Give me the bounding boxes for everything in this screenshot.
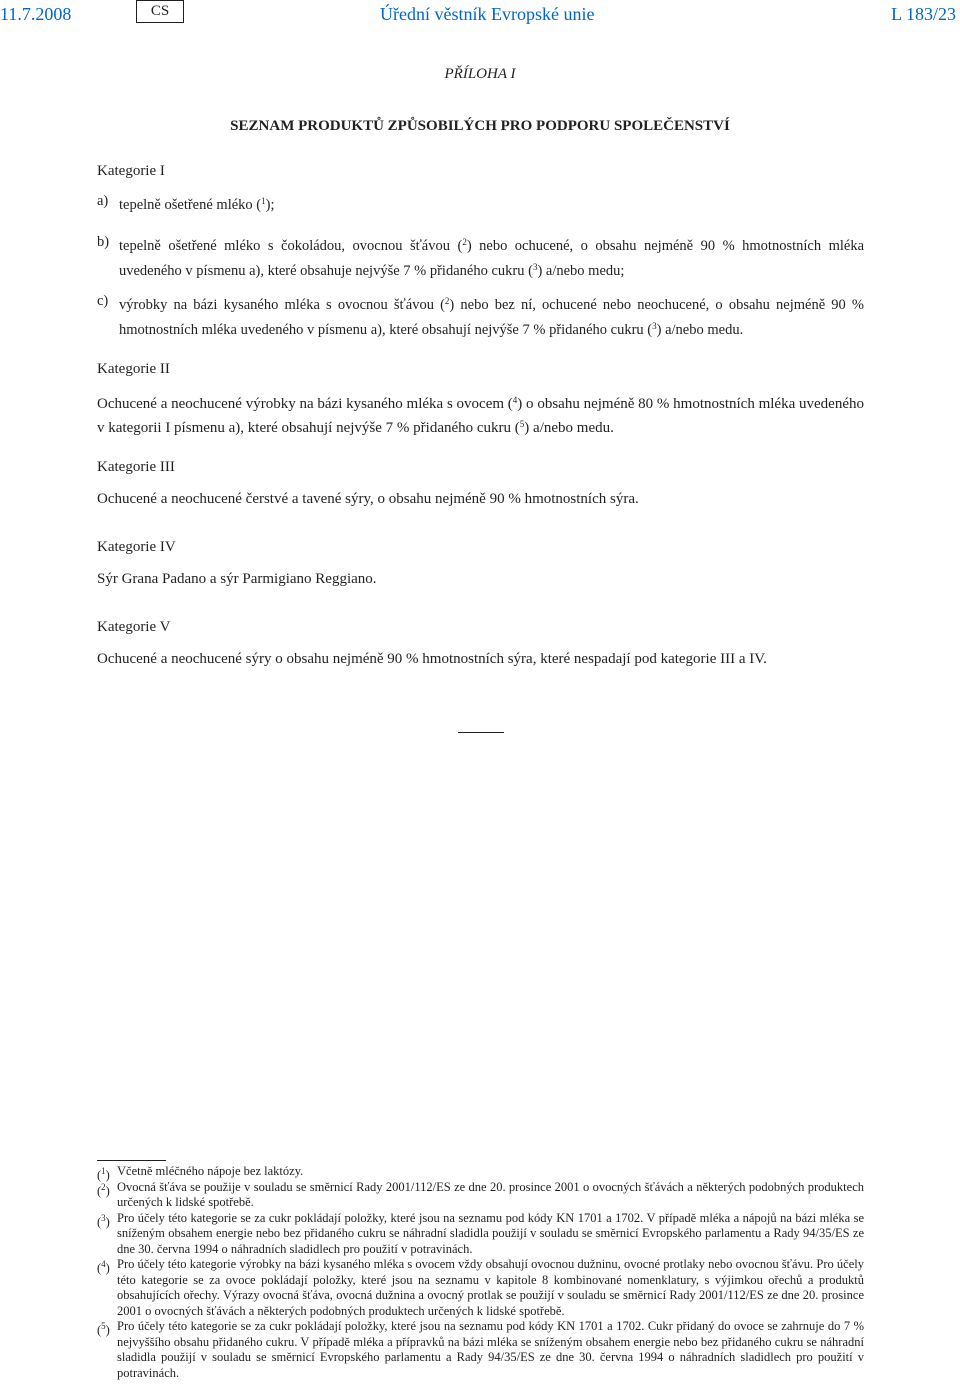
item-label: c) <box>97 293 109 309</box>
footnote-divider <box>97 1160 166 1161</box>
category-2-text: Ochucené a neochucené výrobky na bázi kysaného mléka s ovocem ($^4$) o obsahu nejméně 80 % hmotnostních mléka uvedeného v kategorii I písmenu a), které obsahují nejvýše 7 % přidaného cukru ($^5$) a/nebo medu. <box>97 395 864 436</box>
journal-title: Úřední věstník Evropské unie <box>380 4 595 24</box>
category-2-heading: Kategorie II <box>97 361 170 377</box>
annex-title: PŘÍLOHA I <box>444 66 516 82</box>
category-5-text: Ochucené a neochucené sýry o obsahu nejméně 90 % hmotnostních sýra, které nespadají pod kategorie III a IV. <box>97 651 767 667</box>
footnote-1: ($^1$) Včetně mléčného nápoje bez laktózy. <box>97 1164 304 1182</box>
category-3-text: Ochucené a neochucené čerstvé a tavené sýry, o obsahu nejméně 90 % hmotnostních sýra. <box>97 491 639 507</box>
footnote-text: Pro účely této kategorie výrobky na bázi kysaného mléka s ovocem vždy obsahují ovocnou dužninu, ovocné protlaky nebo ovocnou šťávu. Pro účely této kategorie se za ovoce pokládají položky, které jsou na seznamu v kapitole 8 kombinované nomenklatury, s výjimkou ořechů a produktů obsahujících ořechy. Výrazy ovocná šťáva, ovocná dužnina a ovocný protlak se použijí v souladu se směrnicí Rady 2001/112/ES ze dne 20. prosince 2001 o ovocných šťávách a některých podobných produktech určených k lidské spotřebě. <box>117 1257 864 1318</box>
footnote-ref: 5 <box>519 419 525 429</box>
item-text: tepelně ošetřené mléko ($^1$); <box>119 196 275 213</box>
document-title: SEZNAM PRODUKTŮ ZPŮSOBILÝCH PRO PODPORU SPOLEČENSTVÍ <box>230 118 730 134</box>
footnote-5: ($^5$) Pro účely této kategorie se za cukr pokládají položky, které jsou na seznamu pod kódy KN 1701 a 1702. Cukr přidaný do ovoce se zahrnuje do 7 % nejvyššího obsahu přidaného cukru. V případě mléka a přípravků na bázi mléka se sníženým obsahem energie nebo bez přidaného cukru se náhradní sladidla použijí v souladu se směrnicí Evropského parlamentu a Rady 94/35/ES ze dne 30. června 1994 o náhradních sladidlech pro použití v potravinách. <box>97 1319 864 1380</box>
footnote-ref: 2 <box>444 296 450 306</box>
footnote-ref: 3 <box>652 321 657 331</box>
footnote-ref: 2 <box>462 237 467 247</box>
category-5-heading: Kategorie V <box>97 619 171 635</box>
footnote-4: ($^4$) Pro účely této kategorie výrobky na bázi kysaného mléka s ovocem vždy obsahují ovocnou dužninu, ovocné protlaky nebo ovocnou šťávu. Pro účely této kategorie se za ovoce pokládají položky, které jsou na seznamu v kapitole 8 kombinované nomenklatury, s výjimkou ořechů a produktů obsahujících ořechy. Výrazy ovocná šťáva, ovocná dužnina a ovocný protlak se použijí v souladu se směrnicí Rady 2001/112/ES ze dne 20. prosince 2001 o ovocných šťávách a některých podobných produktech určených k lidské spotřebě. <box>97 1257 864 1318</box>
category-4-text: Sýr Grana Padano a sýr Parmigiano Reggiano. <box>97 571 377 587</box>
footnote-ref: 4 <box>512 395 518 405</box>
category-3-heading: Kategorie III <box>97 459 175 475</box>
item-label: b) <box>97 234 110 250</box>
footnote-3: ($^3$) Pro účely této kategorie se za cukr pokládají položky, které jsou na seznamu pod kódy KN 1701 a 1702. V případě mléka a nápojů na bázi mléka se sníženým obsahem energie nebo bez přidaného cukru se náhradní sladidla použijí v souladu se směrnicí Evropského parlamentu a Rady 94/35/ES ze dne 30. června 1994 o náhradních sladidlech pro použití v potravinách. <box>97 1210 864 1256</box>
footnotes <box>97 1164 864 1381</box>
end-divider <box>458 732 504 733</box>
item-text: tepelně ošetřené mléko s čokoládou, ovocnou šťávou ($^2$) nebo ochucené, o obsahu nejméně 90 % hmotnostních mléka uvedeného v písmenu a), které obsahuje nejvýše 7 % přidaného cukru ($^3$) a/nebo medu; <box>119 237 865 279</box>
publication-date: 11.7.2008 <box>0 4 72 24</box>
footnote-2: ($^2$) Ovocná šťáva se použije v souladu se směrnicí Rady 2001/112/ES ze dne 20. prosince 2001 o ovocných šťávách a některých podobných produktech určených k lidské spotřebě. <box>97 1179 864 1209</box>
footnote-ref: 1 <box>261 196 266 206</box>
page-header <box>0 0 960 34</box>
item-text: výrobky na bázi kysaného mléka s ovocnou šťávou ($^2$) nebo bez ní, ochucené nebo neochucené, o obsahu nejméně 90 % hmotnostních mléka uvedeného v písmenu a), které obsahují nejvýše 7 % přidaného cukru ($^3$) a/nebo medu. <box>119 296 865 338</box>
footnote-text: Včetně mléčného nápoje bez laktózy. <box>117 1164 304 1178</box>
footnote-ref: 3 <box>532 262 538 272</box>
footnote-text: Pro účely této kategorie se za cukr pokládají položky, které jsou na seznamu pod kódy KN 1701 a 1702. Cukr přidaný do ovoce se zahrnuje do 7 % nejvyššího obsahu přidaného cukru. V případě mléka a přípravků na bázi mléka se sníženým obsahem energie nebo bez přidaného cukru se náhradní sladidla použijí v souladu se směrnicí Evropského parlamentu a Rady 94/35/ES ze dne 30. června 1994 o náhradních sladidlech pro použití v potravinách. <box>117 1319 864 1380</box>
footnote-text: Ovocná šťáva se použije v souladu se směrnicí Rady 2001/112/ES ze dne 20. prosince 2001 o ovocných šťávách a některých podobných produktech určených k lidské spotřebě. <box>117 1179 864 1209</box>
page-reference: L 183/23 <box>891 4 956 24</box>
item-label: a) <box>97 193 109 209</box>
category-1-item-b <box>97 232 864 282</box>
footnote-text: Pro účely této kategorie se za cukr pokládají položky, které jsou na seznamu pod kódy KN 1701 a 1702. V případě mléka a nápojů na bázi mléka se sníženým obsahem energie nebo bez přidaného cukru se náhradní sladidla použijí v souladu se směrnicí Evropského parlamentu a Rady 94/35/ES ze dne 30. června 1994 o náhradních sladidlech pro použití v potravinách. <box>117 1210 864 1256</box>
category-4-heading: Kategorie IV <box>97 539 176 555</box>
category-1-heading: Kategorie I <box>97 163 165 179</box>
category-1-item-a <box>97 191 864 216</box>
language-code-box: CS <box>136 0 184 23</box>
category-1-item-c <box>97 291 864 341</box>
